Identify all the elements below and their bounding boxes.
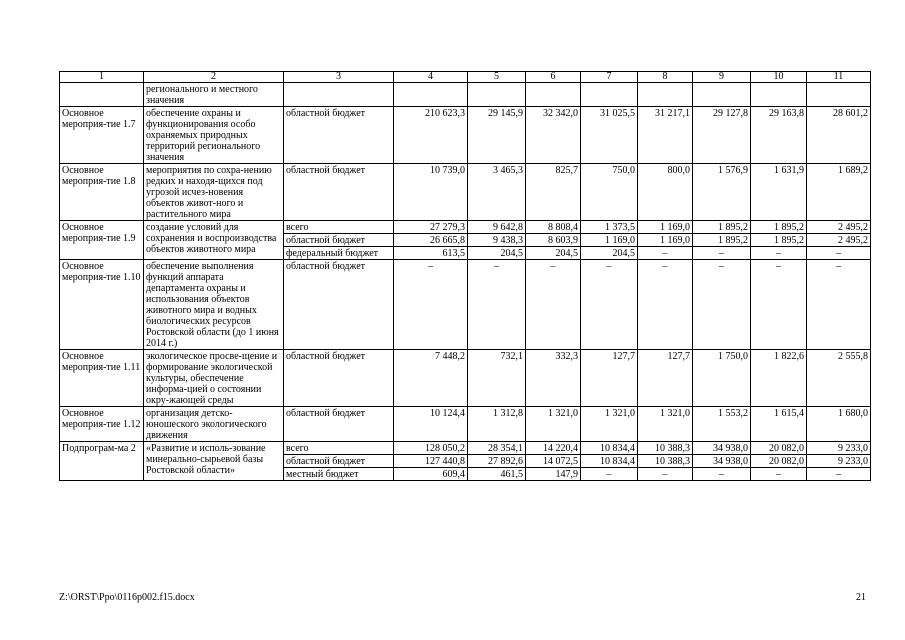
value-cell: 1 553,2 [693,407,751,442]
table-row [60,83,871,107]
value-cell: – [638,260,693,350]
value-cell: 10 834,4 [581,455,638,468]
value-cell: 34 938,0 [693,455,751,468]
value-cell: – [807,260,871,350]
value-cell: 127,7 [638,350,693,407]
value-cell: 461,5 [468,468,526,481]
column-header: 3 [284,72,394,83]
activity-cell [60,83,144,107]
column-header: 8 [638,72,693,83]
value-cell: 1 895,2 [693,221,751,234]
value-cell: 1 631,9 [751,164,807,221]
value-cell: 14 072,5 [526,455,581,468]
value-cell: – [638,468,693,481]
value-cell: 750,0 [581,164,638,221]
value-cell: 1 373,5 [581,221,638,234]
value-cell: 1 750,0 [693,350,751,407]
description-cell: регионального и местного значения [144,83,284,107]
value-cell: 1 895,2 [751,221,807,234]
value-cell: 29 145,9 [468,107,526,164]
value-cell: 1 680,0 [807,407,871,442]
activity-cell: Основное мероприя-тие 1.12 [60,407,144,442]
column-header: 6 [526,72,581,83]
value-cell: 27 279,3 [394,221,468,234]
value-cell: 1 822,6 [751,350,807,407]
column-header: 9 [693,72,751,83]
value-cell: 1 321,0 [581,407,638,442]
value-cell: 127,7 [581,350,638,407]
page-number: 21 [856,592,866,603]
activity-cell: Подпрограм-ма 2 [60,442,144,481]
value-cell: 1 615,4 [751,407,807,442]
column-header: 4 [394,72,468,83]
funding-source-cell [284,83,394,107]
value-cell: 2 495,2 [807,234,871,247]
value-cell: 1 689,2 [807,164,871,221]
column-header: 2 [144,72,284,83]
value-cell: 1 169,0 [581,234,638,247]
funding-source-cell: областной бюджет [284,260,394,350]
value-cell: 10 124,4 [394,407,468,442]
table-row [60,442,871,455]
table-row [60,350,871,407]
funding-source-cell: областной бюджет [284,350,394,407]
value-cell: 2 495,2 [807,221,871,234]
table-body [60,83,871,481]
value-cell: – [468,260,526,350]
value-cell: 28 601,2 [807,107,871,164]
value-cell: 1 169,0 [638,221,693,234]
value-cell: 29 127,8 [693,107,751,164]
value-cell: – [394,260,468,350]
value-cell: – [526,260,581,350]
column-header: 1 [60,72,144,83]
value-cell: 2 555,8 [807,350,871,407]
value-cell: 27 892,6 [468,455,526,468]
value-cell: – [693,260,751,350]
value-cell: 3 465,3 [468,164,526,221]
column-header: 11 [807,72,871,83]
table-row [60,107,871,164]
column-header: 5 [468,72,526,83]
value-cell: 9 438,3 [468,234,526,247]
value-cell [468,83,526,107]
funding-source-cell: областной бюджет [284,455,394,468]
value-cell: 26 665,8 [394,234,468,247]
value-cell: 28 354,1 [468,442,526,455]
value-cell: 20 082,0 [751,455,807,468]
activity-cell: Основное мероприя-тие 1.10 [60,260,144,350]
description-cell: обеспечение охраны и функционирования особо охраняемых природных территорий регионального значения [144,107,284,164]
value-cell: – [751,260,807,350]
value-cell [807,83,871,107]
value-cell: – [581,260,638,350]
value-cell: 32 342,0 [526,107,581,164]
funding-source-cell: всего [284,442,394,455]
value-cell: 8 808,4 [526,221,581,234]
value-cell: 10 834,4 [581,442,638,455]
value-cell: – [581,468,638,481]
funding-source-cell: местный бюджет [284,468,394,481]
value-cell: 31 025,5 [581,107,638,164]
value-cell: 825,7 [526,164,581,221]
value-cell: 147,9 [526,468,581,481]
value-cell: 204,5 [526,247,581,260]
value-cell: 1 576,9 [693,164,751,221]
description-cell: создание условий для сохранения и воспроизводства объектов животного мира [144,221,284,260]
value-cell: 1 895,2 [693,234,751,247]
value-cell: 14 220,4 [526,442,581,455]
activity-cell: Основное мероприя-тие 1.11 [60,350,144,407]
activity-cell: Основное мероприя-тие 1.7 [60,107,144,164]
value-cell: 20 082,0 [751,442,807,455]
funding-source-cell: федеральный бюджет [284,247,394,260]
funding-source-cell: областной бюджет [284,107,394,164]
value-cell: 10 739,0 [394,164,468,221]
value-cell: 732,1 [468,350,526,407]
value-cell [693,83,751,107]
budget-table [59,71,871,481]
table-row [60,164,871,221]
value-cell: 1 321,0 [638,407,693,442]
value-cell: 31 217,1 [638,107,693,164]
value-cell: – [693,247,751,260]
description-cell: экологическое просве-щение и формирование экологической культуры, обеспечение информа-цией о состоянии окру-жающей среды [144,350,284,407]
value-cell: 29 163,8 [751,107,807,164]
value-cell: 9 233,0 [807,442,871,455]
column-header: 7 [581,72,638,83]
value-cell: 613,5 [394,247,468,260]
value-cell [581,83,638,107]
value-cell: – [751,247,807,260]
value-cell: 204,5 [581,247,638,260]
funding-source-cell: областной бюджет [284,164,394,221]
description-cell: обеспечение выполнения функций аппарата департамента охраны и использования объектов животного мира и водных биологических ресурсов Ростовской области (до 1 июня 2014 г.) [144,260,284,350]
value-cell: 9 642,8 [468,221,526,234]
value-cell [751,83,807,107]
value-cell: 34 938,0 [693,442,751,455]
table-row [60,221,871,234]
value-cell: 1 321,0 [526,407,581,442]
value-cell: 127 440,8 [394,455,468,468]
value-cell: – [638,247,693,260]
value-cell: 10 388,3 [638,455,693,468]
value-cell: 1 312,8 [468,407,526,442]
funding-source-cell: областной бюджет [284,234,394,247]
value-cell: 204,5 [468,247,526,260]
funding-source-cell: областной бюджет [284,407,394,442]
description-cell: мероприятия по сохра-нению редких и находя-щихся под угрозой исчез-новения объектов живот-ного и растительного мира [144,164,284,221]
value-cell: 609,4 [394,468,468,481]
table-row [60,407,871,442]
description-cell: организация детско-юношеского экологического движения [144,407,284,442]
value-cell: 7 448,2 [394,350,468,407]
value-cell: – [751,468,807,481]
value-cell: – [693,468,751,481]
value-cell: – [807,247,871,260]
value-cell: – [807,468,871,481]
value-cell: 8 603,9 [526,234,581,247]
value-cell: 800,0 [638,164,693,221]
activity-cell: Основное мероприя-тие 1.8 [60,164,144,221]
column-header: 10 [751,72,807,83]
funding-source-cell: всего [284,221,394,234]
value-cell: 1 169,0 [638,234,693,247]
value-cell [526,83,581,107]
value-cell: 9 233,0 [807,455,871,468]
table-row [60,260,871,350]
description-cell: «Развитие и исполь-зование минерально-сырьевой базы Ростовской области» [144,442,284,481]
value-cell [638,83,693,107]
activity-cell: Основное мероприя-тие 1.9 [60,221,144,260]
value-cell: 1 895,2 [751,234,807,247]
value-cell: 10 388,3 [638,442,693,455]
footer-file-path: Z:\ORST\Ppo\0116p002.f15.docx [59,592,195,603]
header-row [60,72,871,83]
value-cell: 128 050,2 [394,442,468,455]
value-cell [394,83,468,107]
value-cell: 210 623,3 [394,107,468,164]
value-cell: 332,3 [526,350,581,407]
